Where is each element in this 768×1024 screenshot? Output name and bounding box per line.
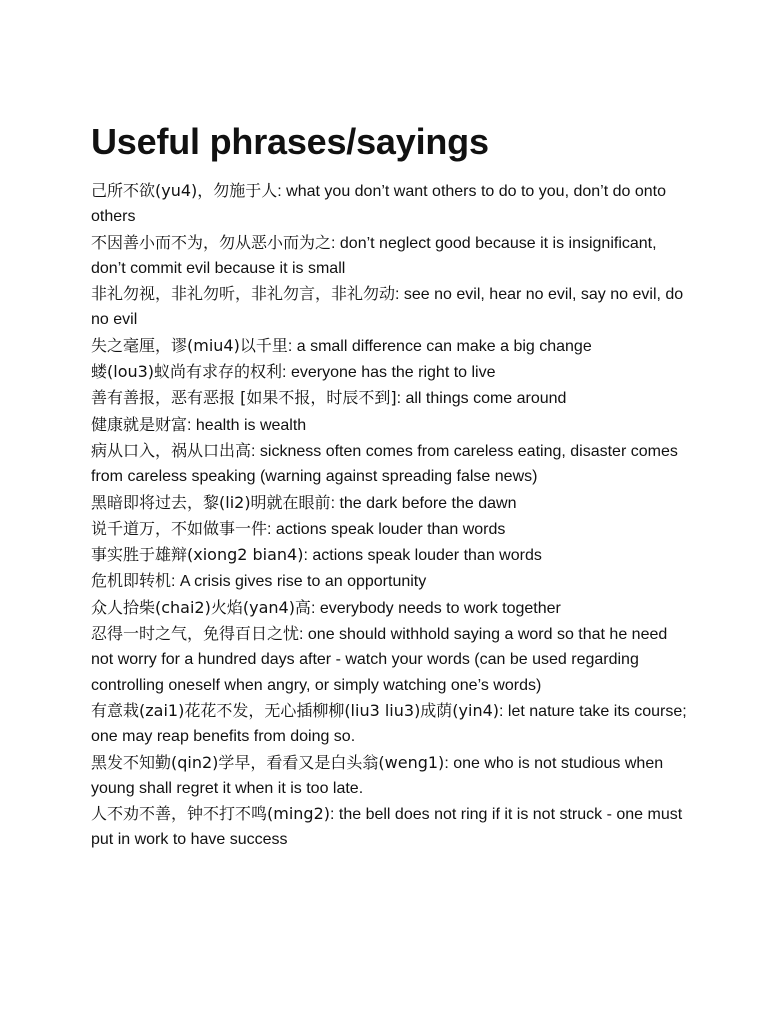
phrase-item: 病从口入，祸从口出高: sickness often comes from careless eating, disaster comes from careless speaking (warning against spreading false news) bbox=[91, 440, 678, 486]
phrase-english: actions speak louder than words bbox=[275, 520, 506, 538]
phrase-chinese: 不因善小而不为，勿从恶小而为之 bbox=[91, 232, 332, 252]
phrase-item: 非礼勿视，非礼勿听，非礼勿言，非礼勿动: see no evil, hear no evil, say no evil, do no evil bbox=[91, 284, 684, 329]
phrase-chinese: 黑发不知勤(qin2)学早，看看又是白头翁(weng1) bbox=[91, 752, 445, 772]
phrase-chinese: 有意栽(zai1)花花不发，无心插柳柳(liu3 liu3)成荫(yin4) bbox=[91, 700, 500, 720]
phrase-chinese: 蝼(lou3)蚁尚有求存的权利 bbox=[91, 362, 283, 382]
phrase-english: actions speak louder than words bbox=[312, 547, 542, 565]
phrase-item: 众人拾柴(chai2)火焰(yan4)高: everybody needs to work together bbox=[91, 597, 561, 617]
phrase-english: A crisis gives rise to an opportunity bbox=[179, 573, 427, 591]
phrase-item: 己所不欲(yu4)，勿施于人: what you don’t want others to do to you, don’t do onto others bbox=[91, 181, 666, 226]
phrase-english: the dark before the dawn bbox=[339, 494, 517, 512]
phrase-english: one who is not studious when young shall regret it when it is too late. bbox=[91, 754, 664, 797]
phrase-list bbox=[91, 178, 691, 853]
phrase-chinese: 忍得一时之气，免得百日之忧 bbox=[91, 624, 300, 644]
phrase-english: everyone has the right to live bbox=[290, 364, 496, 382]
page-title: Useful phrases/sayings bbox=[91, 121, 489, 162]
phrase-english: all things come around bbox=[405, 390, 567, 408]
phrase-chinese: 健康就是财富 bbox=[91, 414, 188, 434]
phrase-chinese: 失之毫厘，谬(miu4)以千里 bbox=[91, 335, 288, 355]
phrase-chinese: 己所不欲(yu4)，勿施于人 bbox=[91, 181, 278, 200]
phrase-item: 事实胜于雄辩(xiong2 bian4): actions speak louder than words bbox=[91, 545, 542, 565]
phrase-item: 黑暗即将过去，黎(li2)明就在眼前: the dark before the dawn bbox=[91, 492, 517, 512]
phrase-english: let nature take its course; one may reap benefits from doing so. bbox=[91, 702, 687, 746]
phrase-english: sickness often comes from careless eating, disaster comes from careless speaking (warning against spreading false news) bbox=[91, 442, 678, 486]
phrase-chinese: 说千道万，不如做事一件 bbox=[91, 518, 268, 538]
phrase-item: 危机即转机: A crisis gives rise to an opportunity bbox=[91, 571, 427, 591]
phrase-english: the bell does not ring if it is not struck - one must put in work to have success bbox=[91, 806, 683, 849]
phrase-item: 失之毫厘，谬(miu4)以千里: a small difference can make a big change bbox=[91, 335, 592, 355]
phrase-english: one should withhold saying a word so that he need not worry for a hundred days after - watch your words (can be used regarding controlling oneself when angry, or simply watching one’s words) bbox=[91, 626, 668, 694]
phrase-chinese: 事实胜于雄辩(xiong2 bian4) bbox=[91, 545, 304, 565]
phrase-chinese: 黑暗即将过去，黎(li2)明就在眼前 bbox=[91, 492, 331, 512]
phrase-chinese: 善有善报，恶有恶报 [如果不报，时辰不到] bbox=[91, 388, 397, 408]
phrase-item: 蝼(lou3)蚁尚有求存的权利: everyone has the right to live bbox=[91, 362, 496, 382]
phrase-english: a small difference can make a big change bbox=[296, 337, 592, 355]
phrase-item: 说千道万，不如做事一件: actions speak louder than words bbox=[91, 518, 506, 538]
phrase-item: 人不劝不善，钟不打不鸣(ming2): the bell does not ring if it is not struck - one must put in work to have success bbox=[91, 804, 683, 849]
phrase-item: 忍得一时之气，免得百日之忧: one should withhold saying a word so that he need not worry for a hundred days after - watch your words (can be used regarding controlling oneself when angry, or simply watching one’s words) bbox=[91, 624, 668, 694]
phrase-english: see no evil, hear no evil, say no evil, do no evil bbox=[91, 286, 684, 329]
phrase-english: everybody needs to work together bbox=[319, 599, 561, 617]
phrase-chinese: 危机即转机 bbox=[91, 571, 172, 591]
phrase-english: don’t neglect good because it is insignificant, don’t commit evil because it is small bbox=[91, 234, 657, 277]
phrase-chinese: 众人拾柴(chai2)火焰(yan4)高 bbox=[91, 597, 311, 617]
phrase-item: 健康就是财富: health is wealth bbox=[91, 414, 307, 434]
document-page bbox=[91, 118, 691, 853]
phrase-chinese: 非礼勿视，非礼勿听，非礼勿言，非礼勿动 bbox=[91, 284, 396, 304]
phrase-chinese: 病从口入，祸从口出高 bbox=[91, 440, 252, 460]
phrase-chinese: 人不劝不善，钟不打不鸣(ming2) bbox=[91, 804, 330, 824]
phrase-item: 有意栽(zai1)花花不发，无心插柳柳(liu3 liu3)成荫(yin4): let nature take its course; one may reap benefits from doing so. bbox=[91, 700, 687, 746]
phrase-english: what you don’t want others to do to you, don’t do onto others bbox=[91, 183, 666, 226]
phrase-item: 黑发不知勤(qin2)学早，看看又是白头翁(weng1): one who is not studious when young shall regret it when it is too late. bbox=[91, 752, 664, 797]
phrase-item: 不因善小而不为，勿从恶小而为之: don’t neglect good because it is insignificant, don’t commit evil because it is small bbox=[91, 232, 657, 277]
phrase-item: 善有善报，恶有恶报 [如果不报，时辰不到]: all things come around bbox=[91, 388, 567, 408]
phrase-english: health is wealth bbox=[195, 416, 307, 434]
